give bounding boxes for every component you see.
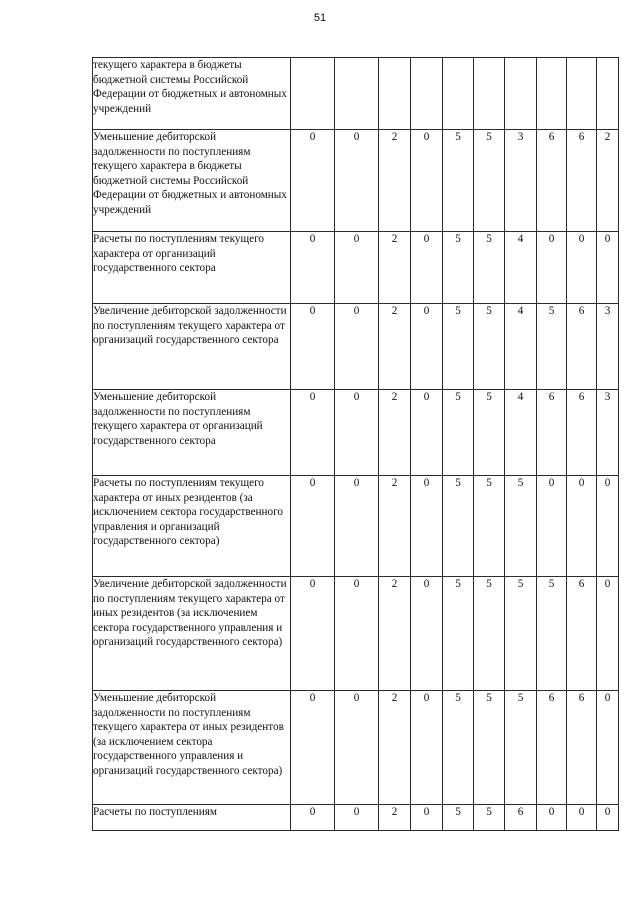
code-digit-3: 2: [379, 130, 411, 232]
account-description: Расчеты по поступлениям текущего характера от иных резидентов (за исключением сектора государственного управления и организаций государственного сектора): [93, 476, 291, 577]
code-digit-3: 2: [379, 304, 411, 390]
code-digit-5: 5: [443, 232, 474, 304]
code-digit-3: 2: [379, 691, 411, 805]
code-digit-6: 5: [474, 476, 505, 577]
code-digit-9: 0: [567, 805, 597, 831]
code-digit-10: 2: [597, 130, 619, 232]
code-digit-8: 0: [537, 805, 567, 831]
account-description: Увеличение дебиторской задолженности по поступлениям текущего характера от иных резидентов (за исключением сектора государственного управления и организаций государственного сектора): [93, 577, 291, 691]
code-digit-3: 2: [379, 577, 411, 691]
code-digit-2: 0: [335, 390, 379, 476]
code-digit-9: 0: [567, 476, 597, 577]
code-digit-1: 0: [291, 232, 335, 304]
code-digit-6: 5: [474, 304, 505, 390]
page-number: 51: [313, 12, 327, 24]
code-digit-2: 0: [335, 304, 379, 390]
code-digit-5: 5: [443, 805, 474, 831]
code-digit-8: 0: [537, 232, 567, 304]
code-digit-5: [443, 58, 474, 130]
code-digit-7: 4: [505, 390, 537, 476]
code-digit-9: 6: [567, 691, 597, 805]
code-digit-1: 0: [291, 390, 335, 476]
code-digit-8: [537, 58, 567, 130]
table-row: [93, 232, 619, 304]
code-digit-6: 5: [474, 577, 505, 691]
code-digit-8: 5: [537, 577, 567, 691]
code-digit-3: [379, 58, 411, 130]
code-digit-2: 0: [335, 130, 379, 232]
code-digit-5: 5: [443, 304, 474, 390]
code-digit-6: 5: [474, 805, 505, 831]
table-row: [93, 304, 619, 390]
code-digit-5: 5: [443, 390, 474, 476]
account-description: Уменьшение дебиторской задолженности по поступлениям текущего характера в бюджеты бюджетной системы Российской Федерации от бюджетных и автономных учреждений: [93, 130, 291, 232]
account-description: Уменьшение дебиторской задолженности по поступлениям текущего характера от организаций государственного сектора: [93, 390, 291, 476]
code-digit-9: [567, 58, 597, 130]
code-digit-8: 6: [537, 691, 567, 805]
code-digit-7: 3: [505, 130, 537, 232]
code-digit-6: 5: [474, 130, 505, 232]
code-digit-7: 4: [505, 304, 537, 390]
account-description: Расчеты по поступлениям текущего характера от организаций государственного сектора: [93, 232, 291, 304]
code-digit-5: 5: [443, 577, 474, 691]
code-digit-6: 5: [474, 232, 505, 304]
code-digit-1: 0: [291, 304, 335, 390]
table-row: [93, 577, 619, 691]
code-digit-10: 0: [597, 476, 619, 577]
code-digit-10: 0: [597, 805, 619, 831]
code-digit-5: 5: [443, 476, 474, 577]
table-row: [93, 805, 619, 831]
code-digit-5: 5: [443, 691, 474, 805]
code-digit-4: 0: [411, 577, 443, 691]
code-digit-2: 0: [335, 476, 379, 577]
table-row: [93, 390, 619, 476]
code-digit-3: 2: [379, 476, 411, 577]
code-digit-1: [291, 58, 335, 130]
code-digit-10: [597, 58, 619, 130]
code-digit-2: 0: [335, 805, 379, 831]
code-digit-4: 0: [411, 232, 443, 304]
code-digit-8: 5: [537, 304, 567, 390]
code-digit-2: 0: [335, 232, 379, 304]
code-digit-6: 5: [474, 691, 505, 805]
code-digit-5: 5: [443, 130, 474, 232]
code-digit-4: 0: [411, 130, 443, 232]
code-digit-9: 6: [567, 304, 597, 390]
code-digit-10: 3: [597, 390, 619, 476]
code-digit-3: 2: [379, 805, 411, 831]
code-digit-10: 0: [597, 232, 619, 304]
code-digit-6: 5: [474, 390, 505, 476]
code-digit-1: 0: [291, 130, 335, 232]
code-digit-1: 0: [291, 805, 335, 831]
code-digit-7: 6: [505, 805, 537, 831]
code-digit-4: [411, 58, 443, 130]
code-digit-9: 6: [567, 130, 597, 232]
code-digit-7: 4: [505, 232, 537, 304]
code-digit-10: 3: [597, 304, 619, 390]
code-digit-8: 0: [537, 476, 567, 577]
account-description: Увеличение дебиторской задолженности по поступлениям текущего характера от организаций государственного сектора: [93, 304, 291, 390]
account-description: текущего характера в бюджеты бюджетной системы Российской Федерации от бюджетных и автономных учреждений: [93, 58, 291, 130]
code-digit-4: 0: [411, 691, 443, 805]
code-digit-2: 0: [335, 691, 379, 805]
table-row: [93, 130, 619, 232]
table-row: [93, 691, 619, 805]
table-body: [93, 58, 619, 831]
code-digit-1: 0: [291, 476, 335, 577]
code-digit-4: 0: [411, 805, 443, 831]
code-digit-1: 0: [291, 691, 335, 805]
code-digit-9: 6: [567, 390, 597, 476]
code-digit-4: 0: [411, 390, 443, 476]
code-digit-7: 5: [505, 691, 537, 805]
code-digit-1: 0: [291, 577, 335, 691]
table-row: [93, 476, 619, 577]
code-digit-2: 0: [335, 577, 379, 691]
table-row: [93, 58, 619, 130]
code-digit-4: 0: [411, 476, 443, 577]
code-digit-7: [505, 58, 537, 130]
code-digit-7: 5: [505, 577, 537, 691]
budget-classification-table: [92, 57, 619, 831]
account-description: Уменьшение дебиторской задолженности по поступлениям текущего характера от иных резидентов (за исключением сектора государственного управления и организаций государственного сектора): [93, 691, 291, 805]
code-digit-6: [474, 58, 505, 130]
code-digit-9: 0: [567, 232, 597, 304]
code-digit-7: 5: [505, 476, 537, 577]
code-digit-8: 6: [537, 390, 567, 476]
account-description: Расчеты по поступлениям: [93, 805, 291, 831]
code-digit-3: 2: [379, 232, 411, 304]
code-digit-10: 0: [597, 691, 619, 805]
code-digit-9: 6: [567, 577, 597, 691]
code-digit-2: [335, 58, 379, 130]
code-digit-10: 0: [597, 577, 619, 691]
code-digit-8: 6: [537, 130, 567, 232]
code-digit-4: 0: [411, 304, 443, 390]
code-digit-3: 2: [379, 390, 411, 476]
